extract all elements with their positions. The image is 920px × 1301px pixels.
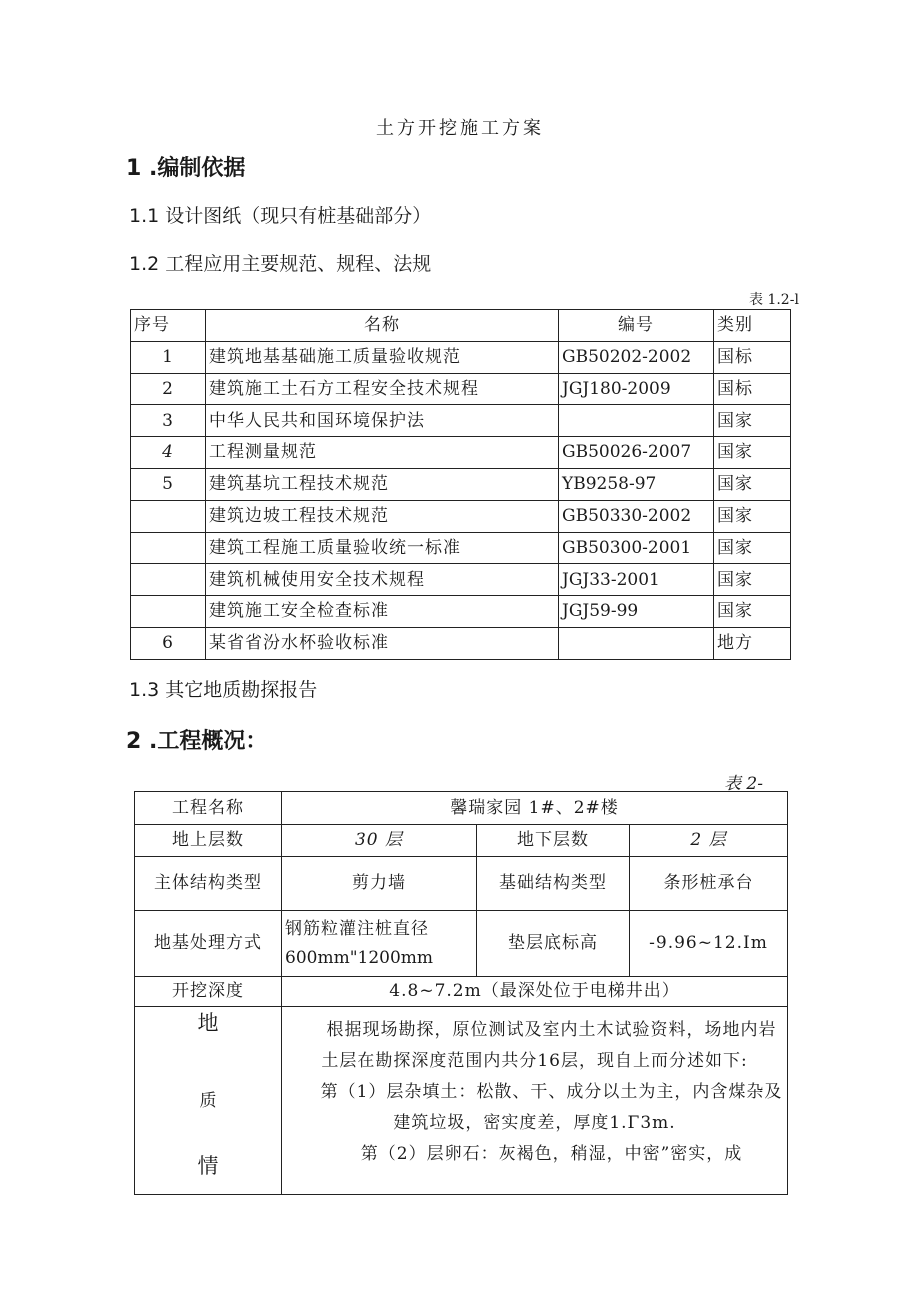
- standard-code-cell: GB50300-2001: [559, 532, 714, 564]
- standard-code-cell: JGJ33-2001: [559, 564, 714, 596]
- standard-code-cell: GB50202-2002: [559, 341, 714, 373]
- treatment-value: [282, 911, 477, 977]
- excavation-depth-label: 开挖深度: [135, 977, 282, 1007]
- above-floors-value: 30 层: [282, 825, 477, 857]
- geology-label-char-1: 地: [197, 1011, 220, 1035]
- row-number-cell: [131, 500, 206, 532]
- standard-code-cell: JGJ59-99: [559, 596, 714, 628]
- standard-code-cell: GB50330-2002: [559, 500, 714, 532]
- project-name-value: 馨瑞家园 1#、2#楼: [282, 792, 788, 825]
- standard-type-cell: 国家: [714, 437, 791, 469]
- foundation-type-label: 基础结构类型: [477, 857, 630, 911]
- table-row: [131, 564, 791, 596]
- row-number-cell: [131, 564, 206, 596]
- geology-paragraph-2: 第（1）层杂填土：松散、干、成分以土为主，内含煤杂及建筑垃圾，密实度差，厚度1.Γ3m.: [320, 1082, 783, 1133]
- table-row: [131, 596, 791, 628]
- table-row: [131, 437, 791, 469]
- standard-name-cell: 中华人民共和国环境保护法: [206, 405, 559, 437]
- geology-label-cell: [135, 1007, 282, 1195]
- geology-paragraph-3: 第（2）层卵石：灰褐色，稍湿，中密”密实，成: [360, 1144, 743, 1164]
- standard-type-cell: 国标: [714, 341, 791, 373]
- row-number-cell: [131, 596, 206, 628]
- table-2-label: 表 2-: [724, 774, 763, 794]
- standard-type-cell: 地方: [714, 627, 791, 659]
- standard-type-cell: 国家: [714, 405, 791, 437]
- row-number-cell: 4: [131, 437, 206, 469]
- foundation-type-value: 条形桩承台: [630, 857, 788, 911]
- table-row: [131, 500, 791, 532]
- standard-type-cell: 国标: [714, 373, 791, 405]
- table-row: [135, 792, 788, 825]
- row-number-cell: 6: [131, 627, 206, 659]
- header-cell: 类别: [714, 310, 791, 342]
- standard-type-cell: 国家: [714, 468, 791, 500]
- standard-code-cell: [559, 405, 714, 437]
- structure-type-label: 主体结构类型: [135, 857, 282, 911]
- geology-label-char-3: 情: [197, 1154, 220, 1178]
- standard-code-cell: GB50026-2007: [559, 437, 714, 469]
- standard-code-cell: [559, 627, 714, 659]
- table-row: [131, 468, 791, 500]
- standard-type-cell: 国家: [714, 500, 791, 532]
- structure-type-value: 剪力墙: [282, 857, 477, 911]
- standard-code-cell: YB9258-97: [559, 468, 714, 500]
- heading-2: 2 .工程概况：: [126, 729, 268, 754]
- standard-type-cell: 国家: [714, 596, 791, 628]
- below-floors-label: 地下层数: [477, 825, 630, 857]
- geology-paragraph-1: 根据现场勘探，原位测试及室内土木试验资料，场地内岩土层在勘探深度范围内共分16层，现自上而分述如下:: [321, 1020, 777, 1071]
- treatment-label: 地基处理方式: [135, 911, 282, 977]
- heading-1-2: 1.2 工程应用主要规范、规程、法规: [129, 253, 432, 275]
- standard-name-cell: 建筑机械使用安全技术规程: [206, 564, 559, 596]
- header-cell: 序号: [131, 310, 206, 342]
- above-floors-label: 地上层数: [135, 825, 282, 857]
- geology-label-char-2: 质: [199, 1091, 218, 1111]
- project-overview-table: [134, 791, 788, 1195]
- standard-name-cell: 某省省汾水杯验收标准: [206, 627, 559, 659]
- heading-1-3: 1.3 其它地质勘探报告: [129, 679, 318, 701]
- standard-name-cell: 建筑地基基础施工质量验收规范: [206, 341, 559, 373]
- standards-table: [130, 309, 791, 660]
- treatment-value-line-2: 600mm"1200mm: [285, 947, 434, 968]
- table-row: [131, 627, 791, 659]
- standard-name-cell: 建筑施工土石方工程安全技术规程: [206, 373, 559, 405]
- header-cell: 名称: [206, 310, 559, 342]
- table-row: [131, 405, 791, 437]
- standard-type-cell: 国家: [714, 564, 791, 596]
- table-1-label: 表 1.2-l: [749, 292, 799, 308]
- table-row: [131, 532, 791, 564]
- below-floors-value: 2 层: [630, 825, 788, 857]
- standard-type-cell: 国家: [714, 532, 791, 564]
- standard-name-cell: 建筑基坑工程技术规范: [206, 468, 559, 500]
- standard-name-cell: 建筑施工安全检查标准: [206, 596, 559, 628]
- table-row: [131, 341, 791, 373]
- cushion-elevation-label: 垫层底标高: [477, 911, 630, 977]
- row-number-cell: 2: [131, 373, 206, 405]
- table-row: [135, 911, 788, 977]
- row-number-cell: 5: [131, 468, 206, 500]
- table-row: [135, 1007, 788, 1195]
- row-number-cell: [131, 532, 206, 564]
- row-number-cell: 1: [131, 341, 206, 373]
- excavation-depth-value: 4.8~7.2m（最深处位于电梯井出）: [282, 977, 788, 1007]
- treatment-value-line-1: 钢筋粒灌注桩直径: [285, 918, 429, 939]
- cushion-elevation-value: -9.96~12.Im: [630, 911, 788, 977]
- standard-name-cell: 工程测量规范: [206, 437, 559, 469]
- header-cell: 编号: [559, 310, 714, 342]
- document-title: 土方开挖施工方案: [376, 118, 544, 139]
- table-row: [131, 373, 791, 405]
- project-name-label: 工程名称: [135, 792, 282, 825]
- table-row: [135, 825, 788, 857]
- table-row: [135, 857, 788, 911]
- geology-description: [282, 1007, 788, 1195]
- standard-code-cell: JGJ180-2009: [559, 373, 714, 405]
- standard-name-cell: 建筑工程施工质量验收统一标准: [206, 532, 559, 564]
- heading-1-1: 1.1 设计图纸（现只有桩基础部分）: [129, 205, 432, 227]
- row-number-cell: 3: [131, 405, 206, 437]
- standard-name-cell: 建筑边坡工程技术规范: [206, 500, 559, 532]
- table-row: [135, 977, 788, 1007]
- heading-1: 1 .编制依据: [126, 156, 246, 181]
- table-header-row: [131, 310, 791, 342]
